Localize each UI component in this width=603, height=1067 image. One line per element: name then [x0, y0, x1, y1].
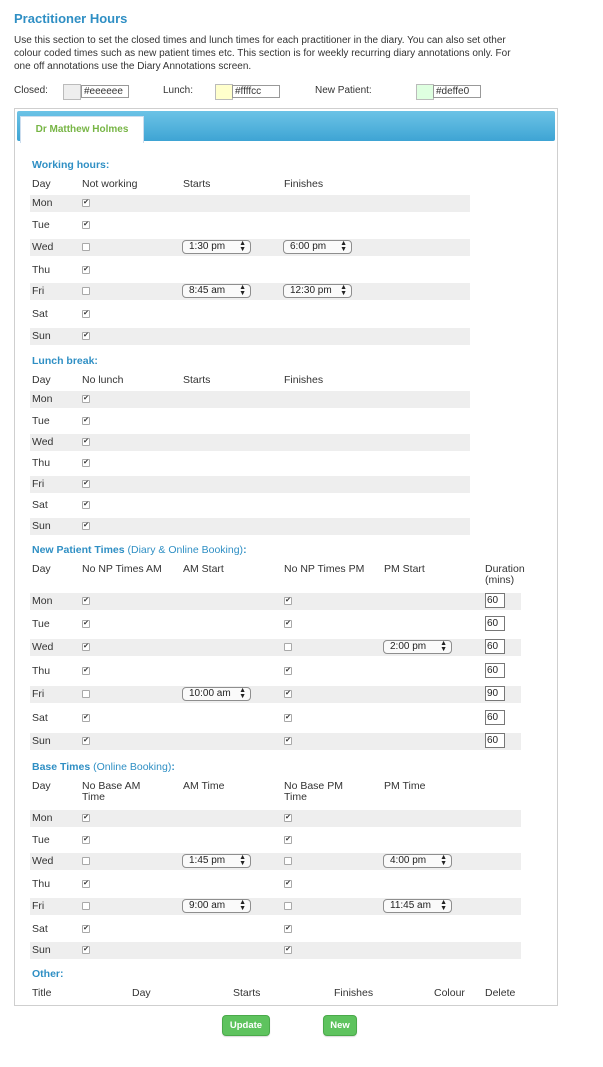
day-label: Fri: [32, 688, 45, 700]
duration-input[interactable]: 60: [485, 710, 505, 725]
tab-dr-matthew-holmes[interactable]: Dr Matthew Holmes: [20, 116, 144, 143]
no-lunch-checkbox[interactable]: [82, 459, 90, 467]
lunch-day-header: Day: [32, 374, 51, 386]
no-base-pm-checkbox[interactable]: [284, 880, 292, 888]
chevron-updown-icon: ▲ ▼: [239, 899, 246, 912]
no-np-am-header: No NP Times AM: [82, 563, 162, 575]
no-lunch-header: No lunch: [82, 374, 124, 386]
day-label: Thu: [32, 878, 51, 890]
new-patient-subtitle: (Diary & Online Booking): [124, 544, 244, 556]
no-base-am-checkbox[interactable]: [82, 902, 90, 910]
duration-input[interactable]: 60: [485, 593, 505, 608]
chevron-updown-icon: ▲ ▼: [440, 640, 447, 653]
no-base-am-checkbox[interactable]: [82, 880, 90, 888]
base-title-text: Base Times: [32, 761, 91, 773]
working-row-sun: [30, 328, 470, 345]
working-row-mon: [30, 195, 470, 212]
base-am-time-select[interactable]: [182, 854, 251, 868]
no-base-pm-checkbox[interactable]: [284, 946, 292, 954]
np-am-start-select-value: 10:00 am: [189, 688, 231, 699]
not-working-checkbox[interactable]: [82, 243, 90, 251]
working-row-thu: [30, 262, 470, 279]
new-patient-times-title: [32, 544, 247, 556]
duration-header: Duration (mins): [485, 563, 525, 586]
working-row-sat: [30, 306, 470, 323]
chevron-updown-icon: ▲ ▼: [340, 240, 347, 253]
np-row-fri: [30, 686, 521, 703]
working-start-select[interactable]: [182, 240, 251, 254]
lunch-row-thu: [30, 455, 470, 472]
no-np-pm-checkbox[interactable]: [284, 620, 292, 628]
no-base-am-checkbox[interactable]: [82, 836, 90, 844]
no-np-am-checkbox[interactable]: [82, 737, 90, 745]
base-am-time-select-value: 9:00 am: [189, 900, 226, 911]
day-label: Sun: [32, 330, 51, 342]
no-lunch-checkbox[interactable]: [82, 501, 90, 509]
base-pm-time-select[interactable]: [383, 899, 452, 913]
practitioner-panel: [14, 108, 558, 1006]
duration-input[interactable]: 60: [485, 663, 505, 678]
no-base-am-checkbox[interactable]: [82, 946, 90, 954]
duration-input[interactable]: 60: [485, 616, 505, 631]
no-lunch-checkbox[interactable]: [82, 438, 90, 446]
day-label: Mon: [32, 393, 53, 405]
day-label: Sat: [32, 923, 48, 935]
working-start-select-value: 8:45 am: [189, 285, 226, 296]
not-working-checkbox[interactable]: [82, 221, 90, 229]
no-base-pm-checkbox[interactable]: [284, 814, 292, 822]
base-subtitle: (Online Booking): [90, 761, 172, 773]
lunch-row-mon: [30, 391, 470, 408]
other-title: Other:: [32, 968, 64, 980]
day-label: Tue: [32, 618, 50, 630]
not-working-checkbox[interactable]: [82, 310, 90, 318]
day-label: Mon: [32, 812, 53, 824]
other-delete-header: Delete: [485, 987, 516, 999]
not-working-checkbox[interactable]: [82, 332, 90, 340]
chevron-updown-icon: ▲ ▼: [440, 854, 447, 867]
working-end-select[interactable]: [283, 284, 352, 298]
no-np-pm-header: No NP Times PM: [284, 563, 365, 575]
color-settings: [0, 84, 603, 102]
base-row-fri: [30, 898, 521, 915]
chevron-updown-icon: ▲ ▼: [239, 687, 246, 700]
other-finishes-header: Finishes: [334, 987, 374, 999]
am-time-header: AM Time: [183, 780, 225, 792]
no-base-pm-checkbox[interactable]: [284, 925, 292, 933]
day-label: Tue: [32, 219, 50, 231]
update-button[interactable]: Update: [222, 1015, 270, 1036]
day-label: Sat: [32, 499, 48, 511]
working-start-select-value: 1:30 pm: [189, 241, 226, 252]
day-label: Tue: [32, 834, 50, 846]
no-base-pm-checkbox[interactable]: [284, 836, 292, 844]
base-row-thu: [30, 876, 521, 893]
day-label: Fri: [32, 285, 45, 297]
day-label: Sat: [32, 712, 48, 724]
np-row-sat: [30, 710, 521, 727]
day-label: Wed: [32, 436, 54, 448]
working-end-select-value: 6:00 pm: [290, 241, 327, 252]
duration-input[interactable]: 60: [485, 733, 505, 748]
other-starts-header: Starts: [233, 987, 261, 999]
np-row-mon: [30, 593, 521, 610]
no-np-am-checkbox[interactable]: [82, 620, 90, 628]
no-np-am-checkbox[interactable]: [82, 597, 90, 605]
chevron-updown-icon: ▲ ▼: [239, 284, 246, 297]
np-row-tue: [30, 616, 521, 633]
no-np-am-checkbox[interactable]: [82, 667, 90, 675]
base-row-sat: [30, 921, 521, 938]
lunch-break-title: Lunch break:: [32, 355, 98, 367]
no-lunch-checkbox[interactable]: [82, 480, 90, 488]
lunch-finishes-header: Finishes: [284, 374, 324, 386]
chevron-updown-icon: ▲ ▼: [239, 854, 246, 867]
np-row-thu: [30, 663, 521, 680]
day-label: Fri: [32, 900, 45, 912]
lunch-row-tue: [30, 413, 470, 430]
working-start-select[interactable]: [182, 284, 251, 298]
page-title: Practitioner Hours: [14, 11, 128, 26]
no-np-pm-checkbox[interactable]: [284, 597, 292, 605]
duration-input[interactable]: 60: [485, 639, 505, 654]
other-colour-header: Colour: [434, 987, 465, 999]
not-working-header: Not working: [82, 178, 138, 190]
base-am-time-select[interactable]: [182, 899, 251, 913]
other-title-header: Title: [32, 987, 52, 999]
am-start-header: AM Start: [183, 563, 224, 575]
day-label: Fri: [32, 478, 45, 490]
no-np-am-checkbox[interactable]: [82, 690, 90, 698]
new-patient-title-text: New Patient Times: [32, 544, 125, 556]
no-np-pm-checkbox[interactable]: [284, 667, 292, 675]
not-working-checkbox[interactable]: [82, 287, 90, 295]
working-starts-header: Starts: [183, 178, 211, 190]
base-row-sun: [30, 942, 521, 959]
other-day-header: Day: [132, 987, 151, 999]
working-hours-title: Working hours:: [32, 159, 110, 171]
intro-text: Use this section to set the closed times and lunch times for each practitioner in the diary. You can also set other colour coded times such as new patient times etc. This section is for weekly recurring diary annotations only. For one off annotations use the Diary Annotations screen.: [14, 35, 511, 72]
working-end-select-value: 12:30 pm: [290, 285, 332, 296]
np-pm-start-select-value: 2:00 pm: [390, 641, 427, 652]
practitioner-tab-bar: [17, 111, 555, 141]
chevron-updown-icon: ▲ ▼: [340, 284, 347, 297]
day-label: Tue: [32, 415, 50, 427]
new-patient-color-input[interactable]: #deffe0: [433, 85, 481, 98]
working-row-wed: [30, 239, 470, 256]
day-label: Mon: [32, 197, 53, 209]
day-label: Sun: [32, 735, 51, 747]
not-working-checkbox[interactable]: [82, 199, 90, 207]
base-times-title: [32, 761, 175, 773]
no-lunch-checkbox[interactable]: [82, 417, 90, 425]
day-label: Mon: [32, 595, 53, 607]
lunch-starts-header: Starts: [183, 374, 211, 386]
no-lunch-checkbox[interactable]: [82, 395, 90, 403]
no-np-pm-checkbox[interactable]: [284, 690, 292, 698]
lunch-color-label: Lunch:: [163, 85, 194, 96]
no-np-pm-checkbox[interactable]: [284, 643, 292, 651]
base-am-time-select-value: 1:45 pm: [189, 855, 226, 866]
new-patient-color-swatch[interactable]: [416, 84, 434, 100]
working-end-select[interactable]: [283, 240, 352, 254]
no-base-am-checkbox[interactable]: [82, 925, 90, 933]
lunch-row-wed: [30, 434, 470, 451]
np-pm-start-select[interactable]: [383, 640, 452, 654]
not-working-checkbox[interactable]: [82, 266, 90, 274]
day-label: Sat: [32, 308, 48, 320]
base-row-wed: [30, 853, 521, 870]
lunch-row-sun: [30, 518, 470, 535]
lunch-color-input[interactable]: #ffffcc: [232, 85, 280, 98]
working-row-fri: [30, 283, 470, 300]
day-label: Thu: [32, 457, 51, 469]
lunch-row-sat: [30, 497, 470, 514]
closed-color-swatch[interactable]: [63, 84, 81, 100]
day-label: Wed: [32, 241, 54, 253]
base-day-header: Day: [32, 780, 51, 792]
closed-color-label: Closed:: [14, 85, 48, 96]
base-pm-time-select[interactable]: [383, 854, 452, 868]
day-label: Thu: [32, 264, 51, 276]
no-base-pm-checkbox[interactable]: [284, 857, 292, 865]
no-np-pm-checkbox[interactable]: [284, 737, 292, 745]
duration-input[interactable]: 90: [485, 686, 505, 701]
lunch-color-swatch[interactable]: [215, 84, 233, 100]
np-row-sun: [30, 733, 521, 750]
no-base-am-header: No Base AM Time: [82, 780, 141, 803]
day-label: Wed: [32, 641, 54, 653]
base-row-mon: [30, 810, 521, 827]
day-label: Wed: [32, 855, 54, 867]
chevron-updown-icon: ▲ ▼: [440, 899, 447, 912]
lunch-row-fri: [30, 476, 470, 493]
working-row-tue: [30, 217, 470, 234]
base-row-tue: [30, 832, 521, 849]
chevron-updown-icon: ▲ ▼: [239, 240, 246, 253]
np-day-header: Day: [32, 563, 51, 575]
working-finishes-header: Finishes: [284, 178, 324, 190]
day-label: Sun: [32, 520, 51, 532]
np-row-wed: [30, 639, 521, 656]
no-np-am-checkbox[interactable]: [82, 643, 90, 651]
pm-time-header: PM Time: [384, 780, 426, 792]
pm-start-header: PM Start: [384, 563, 425, 575]
working-day-header: Day: [32, 178, 51, 190]
new-patient-color-label: New Patient:: [315, 85, 372, 96]
closed-color-input[interactable]: #eeeeee: [81, 85, 129, 98]
new-button[interactable]: New: [323, 1015, 357, 1036]
no-np-pm-checkbox[interactable]: [284, 714, 292, 722]
base-pm-time-select-value: 11:45 am: [390, 900, 431, 911]
no-np-am-checkbox[interactable]: [82, 714, 90, 722]
no-base-pm-header: No Base PM Time: [284, 780, 343, 803]
no-base-am-checkbox[interactable]: [82, 814, 90, 822]
np-am-start-select[interactable]: [182, 687, 251, 701]
no-lunch-checkbox[interactable]: [82, 522, 90, 530]
day-label: Thu: [32, 665, 51, 677]
base-colon: :: [171, 761, 175, 773]
no-base-am-checkbox[interactable]: [82, 857, 90, 865]
new-patient-colon: :: [243, 544, 247, 556]
day-label: Sun: [32, 944, 51, 956]
base-pm-time-select-value: 4:00 pm: [390, 855, 427, 866]
no-base-pm-checkbox[interactable]: [284, 902, 292, 910]
